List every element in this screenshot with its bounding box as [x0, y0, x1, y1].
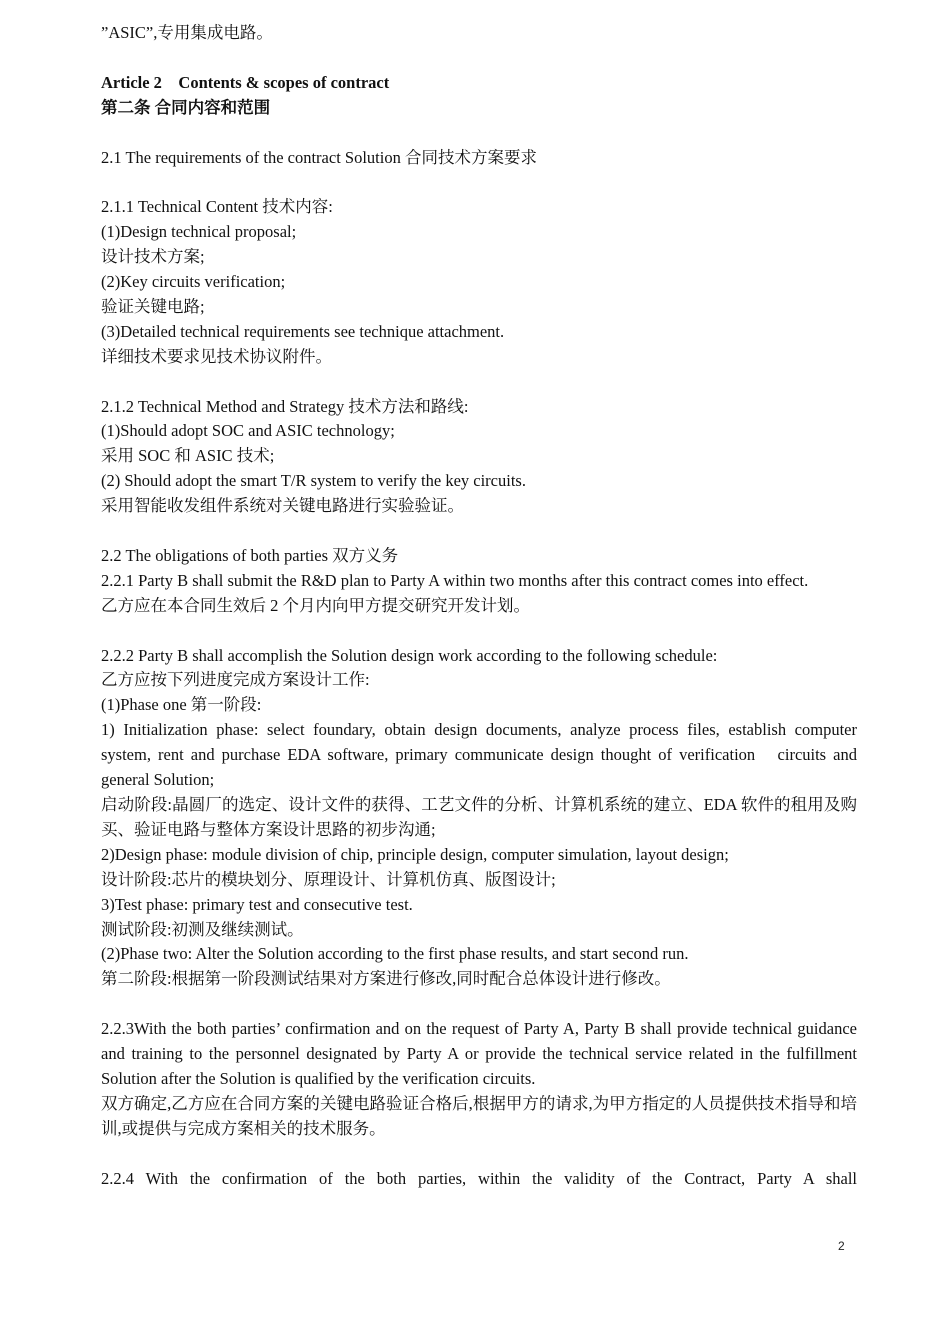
section-2-2-2-cn: 乙方应按下列进度完成方案设计工作: [101, 670, 370, 690]
article-heading-cn: 第二条 合同内容和范围 [101, 97, 271, 117]
definition-line: ”ASIC”,专用集成电路。 [101, 23, 273, 42]
page-number: 2 [838, 1239, 845, 1253]
list-item: (3)Detailed technical requirements see technique attachment. [101, 321, 505, 341]
section-2-2-3: 2.2.3With the both parties’ confirmation and on the request of Party A, Party B shall provide technical guidance and training to the personnel designated by Party A or provide the technical service related in the fulfillment Solution after the Solution is qualified by the verification circuits. [101, 1019, 857, 1088]
phase-one-item-cn: 设计阶段:芯片的模块划分、原理设计、计算机仿真、版图设计; [101, 869, 556, 889]
list-item-cn: 详细技术要求见技术协议附件。 [101, 346, 332, 366]
list-item: (1)Design technical proposal; [101, 222, 297, 242]
list-item: (2)Key circuits verification; [101, 272, 286, 292]
list-item-cn: 采用智能收发组件系统对关键电路进行实验验证。 [101, 496, 464, 516]
list-item-cn: 设计技术方案; [101, 247, 205, 267]
phase-two-item: (2)Phase two: Alter the Solution according to the first phase results, and start second run. [101, 944, 689, 964]
page-body [101, 21, 857, 1191]
phase-one-item: 1) Initialization phase: select foundary, obtain design documents, analyze process files, establish computer system, rent and purchase EDA software, primary communicate design thought of verification circuits and general Solution; [101, 720, 857, 790]
article-heading: Article 2 Contents & scopes of contract [101, 72, 390, 92]
section-2-1-1: 2.1.1 Technical Content 技术内容: [101, 197, 333, 217]
phase-one-item: 2)Design phase: module division of chip, principle design, computer simulation, layout design; [101, 844, 729, 864]
list-item: (1)Should adopt SOC and ASIC technology; [101, 421, 395, 441]
list-item: (2) Should adopt the smart T/R system to verify the key circuits. [101, 471, 526, 491]
section-2-2-1: 2.2.1 Party B shall submit the R&D plan to Party A within two months after this contract comes into effect. [101, 570, 809, 590]
section-2-1: 2.1 The requirements of the contract Solution 合同技术方案要求 [101, 147, 537, 167]
list-item-cn: 验证关键电路; [101, 296, 205, 316]
section-2-2-4: 2.2.4 With the confirmation of the both parties, within the validity of the Contract, Party A shall [101, 1168, 857, 1188]
phase-one-item-cn: 启动阶段:晶圆厂的选定、设计文件的获得、工艺文件的分析、计算机系统的建立、EDA 软件的租用及购买、验证电路与整体方案设计思路的初步沟通; [101, 795, 857, 839]
section-2-2-2: 2.2.2 Party B shall accomplish the Solution design work according to the following schedule: [101, 645, 718, 665]
phase-one-item-cn: 测试阶段:初测及继续测试。 [101, 919, 304, 939]
phase-two-item-cn: 第二阶段:根据第一阶段测试结果对方案进行修改,同时配合总体设计进行修改。 [101, 969, 671, 989]
section-2-1-2: 2.1.2 Technical Method and Strategy 技术方法和路线: [101, 396, 469, 416]
phase-one-heading: (1)Phase one 第一阶段: [101, 695, 262, 715]
section-2-2-3-cn: 双方确定,乙方应在合同方案的关键电路验证合格后,根据甲方的请求,为甲方指定的人员提供技术指导和培训,或提供与完成方案相关的技术服务。 [101, 1093, 857, 1138]
list-item-cn: 采用 SOC 和 ASIC 技术; [101, 446, 275, 466]
phase-one-item: 3)Test phase: primary test and consecutive test. [101, 894, 413, 914]
section-2-2-1-cn: 乙方应在本合同生效后 2 个月内向甲方提交研究开发计划。 [101, 595, 530, 615]
section-2-2: 2.2 The obligations of both parties 双方义务 [101, 545, 399, 565]
